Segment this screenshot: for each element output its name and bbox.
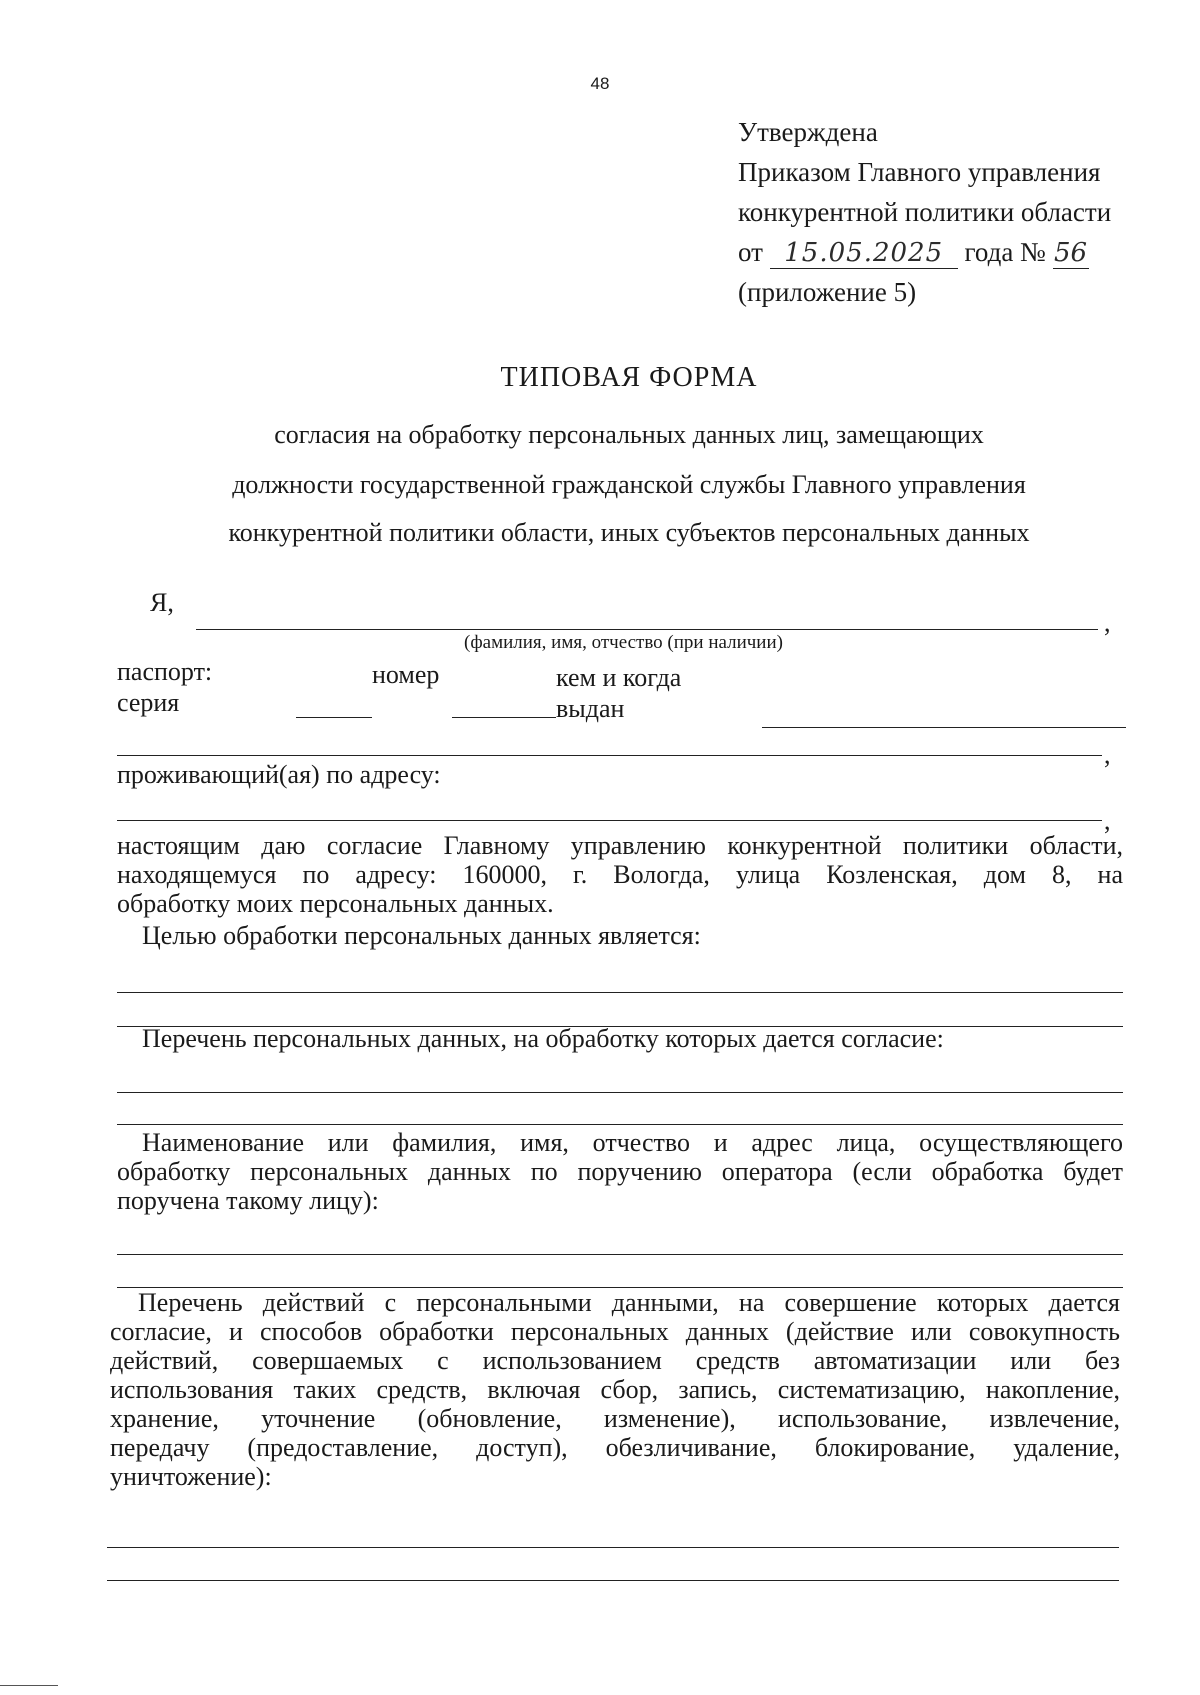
data-list-label: Перечень персональных данных, на обработку которых дается согласие: [142, 1024, 944, 1053]
consent-paragraph [117, 831, 1123, 918]
name-field-comma: , [1104, 608, 1111, 637]
actions-field-1[interactable] [107, 1547, 1119, 1548]
data-list-field-1[interactable] [117, 1092, 1123, 1093]
page-number: 48 [590, 74, 610, 93]
form-subtitle-line-2: должности государственной гражданской службы Главного управления [232, 470, 1026, 499]
approval-line-1: Утверждена [738, 117, 878, 147]
consent-line-3: обработку моих персональных данных. [117, 889, 554, 918]
passport-series-field[interactable] [296, 717, 372, 718]
passport-extra-field[interactable] [117, 755, 1102, 756]
approval-from-label: от [738, 237, 763, 267]
processor-field-1[interactable] [117, 1254, 1123, 1255]
consent-line-2: находящемуся по адресу: 160000, г. Вологда, улица Козленская, дом 8, на [117, 860, 1123, 889]
actions-line-1: Перечень действий с персональными данными, на совершение которых дается [138, 1288, 1120, 1317]
approval-line-2: Приказом Главного управления [738, 157, 1101, 187]
processor-line-2: обработку персональных данных по поручению оператора (если обработка будет [117, 1157, 1123, 1186]
passport-number-label: номер [372, 660, 440, 689]
actions-field-2[interactable] [107, 1580, 1119, 1581]
actions-line-2: согласие, и способов обработки персональных данных (действие или совокупность [110, 1317, 1120, 1346]
passport-number-field[interactable] [452, 717, 556, 718]
purpose-label: Целью обработки персональных данных является: [142, 921, 701, 950]
address-field[interactable] [117, 820, 1102, 821]
actions-line-3: действий, совершаемых с использованием средств автоматизации или без [110, 1346, 1120, 1375]
scan-edge-mark [0, 1685, 58, 1686]
actions-line-4: использования таких средств, включая сбор, запись, систематизацию, накопление, [110, 1375, 1120, 1404]
processor-line-3: поручена такому лицу): [117, 1186, 379, 1215]
processor-line-1: Наименование или фамилия, имя, отчество и адрес лица, осуществляющего [142, 1128, 1123, 1157]
passport-issued-field[interactable] [762, 727, 1126, 728]
address-label: проживающий(ая) по адресу: [117, 760, 441, 789]
data-list-field-2[interactable] [117, 1124, 1123, 1125]
address-field-comma: , [1104, 806, 1111, 835]
actions-line-6: передачу (предоставление, доступ), обезличивание, блокирование, удаление, [110, 1433, 1120, 1462]
passport-issued-label-1: кем и когда [556, 663, 682, 692]
consent-line-1: настоящим даю согласие Главному управлению конкурентной политики области, [117, 831, 1123, 860]
passport-issued-label-2: выдан [556, 694, 625, 723]
name-field-hint: (фамилия, имя, отчество (при наличии) [464, 632, 783, 653]
form-subtitle-line-3: конкурентной политики области, иных субъектов персональных данных [228, 518, 1030, 547]
purpose-field-1[interactable] [117, 992, 1123, 993]
passport-series-label: серия [117, 688, 180, 717]
approval-number: 56 [1054, 238, 1088, 268]
approval-block [738, 112, 1111, 312]
form-title: ТИПОВАЯ ФОРМА [500, 362, 758, 393]
approval-date: 15.05.2025 [770, 238, 958, 269]
approval-line-3: конкурентной политики области [738, 197, 1112, 227]
actions-line-7: уничтожение): [110, 1462, 272, 1491]
passport-label: паспорт: [117, 657, 213, 686]
approval-appendix: (приложение 5) [738, 277, 917, 307]
approval-year-label: года № [964, 237, 1046, 267]
approval-date-line [738, 232, 1111, 272]
name-field[interactable] [196, 629, 1098, 630]
actions-line-5: хранение, уточнение (обновление, изменение), использование, извлечение, [110, 1404, 1120, 1433]
processor-paragraph [117, 1128, 1123, 1215]
form-subtitle-line-1: согласия на обработку персональных данных лиц, замещающих [274, 420, 984, 449]
i-label: Я, [150, 588, 174, 617]
actions-paragraph [110, 1288, 1120, 1491]
passport-extra-comma: , [1104, 740, 1111, 769]
